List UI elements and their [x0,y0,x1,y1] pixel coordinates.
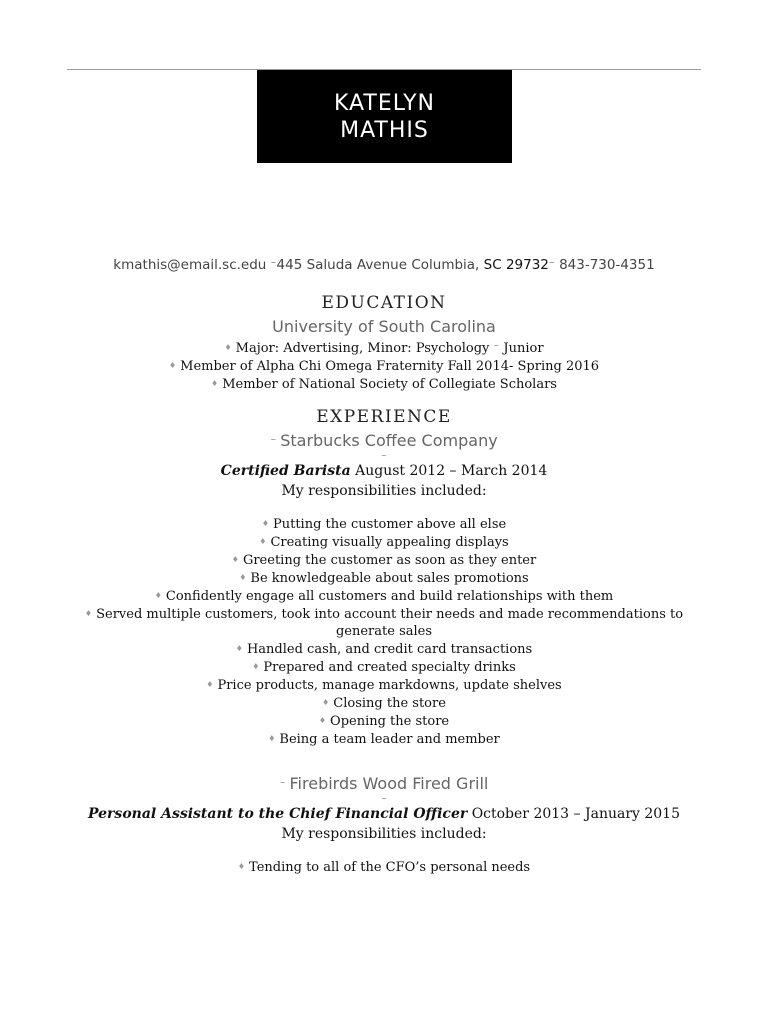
duty-text: Greeting the customer as soon as they enter [242,553,537,568]
list-item [0,605,768,623]
duty-text: Creating visually appealing displays [270,535,509,550]
job-entry [0,429,768,748]
company-name [0,429,768,452]
list-item [0,858,768,876]
job-title-line [0,461,768,481]
bullet-icon: ♦ [261,519,269,528]
major-text: Major: Advertising, Minor: Psychology [235,341,490,356]
duty-text: Closing the store [333,696,446,711]
list-item [0,694,768,712]
section-heading: EDUCATION [321,293,447,313]
list-item [0,712,768,730]
separator: ~ [381,452,387,460]
list-item [0,730,768,748]
company-label: Firebirds Wood Fired Grill [289,774,489,793]
duty-text: Being a team leader and member [279,732,500,747]
separator: ~ [270,436,277,444]
job-dates: October 2013 – January 2015 [471,806,680,822]
duty-text: Handled cash, and credit card transactions [246,642,533,657]
bullet-icon: ♦ [252,662,260,671]
bullet-icon: ♦ [231,555,239,564]
duty-text: Opening the store [330,714,450,729]
first-name: KATELYN [334,90,435,116]
bullet-icon: ♦ [318,716,327,725]
experience-section [0,406,768,876]
job-title: Personal Assistant to the Chief Financial Officer [88,806,468,822]
separator: ~ [279,779,286,787]
last-name: MATHIS [340,117,429,143]
contact-line [0,257,768,273]
separator: ~ [270,259,277,267]
list-item [0,357,768,375]
address: 445 Saluda Avenue Columbia, [276,257,480,273]
name-banner [257,70,512,163]
section-heading: EXPERIENCE [316,407,452,427]
duty-text: Be knowledgeable about sales promotions [250,571,529,586]
separator: ~ [381,795,387,803]
bullet-icon: ♦ [322,698,330,707]
list-item-continuation: generate sales [335,624,433,639]
duty-text: Prepared and created specialty drinks [263,660,516,675]
bullet-icon: ♦ [239,573,247,582]
list-item [0,569,768,587]
bullet-icon: ♦ [235,644,243,653]
duty-text: Price products, manage markdowns, update shelves [217,678,562,693]
email[interactable]: kmathis@email.sc.edu [113,257,267,273]
job-title: Certified Barista [220,463,351,479]
year-text: Junior [503,341,544,356]
list-item [0,338,768,357]
phone: 843-730-4351 [559,257,655,273]
responsibilities-intro: My responsibilities included: [281,483,487,499]
list-item [0,640,768,658]
company-label: Starbucks Coffee Company [280,431,498,450]
responsibilities-intro: My responsibilities included: [281,826,487,842]
list-item [0,658,768,676]
list-item [0,587,768,605]
list-item [0,375,768,393]
bullet-icon: ♦ [84,609,93,618]
bullet-icon: ♦ [268,734,276,743]
school-name: University of South Carolina [272,317,496,336]
bullet-icon: ♦ [237,862,246,871]
list-item [0,676,768,694]
duty-text: Putting the customer above all else [272,517,507,532]
bullet-icon: ♦ [154,591,162,600]
company-name [0,772,768,795]
duty-text: Tending to all of the CFO’s personal needs [249,860,531,875]
job-entry [0,772,768,876]
list-item [0,533,768,551]
list-item [0,551,768,569]
item-text: Member of Alpha Chi Omega Fraternity Fall 2014- Spring 2016 [180,359,600,374]
bullet-icon: ♦ [259,537,267,546]
state-zip: SC 29732 [483,257,549,273]
job-dates: August 2012 – March 2014 [355,463,548,479]
separator: ~ [548,259,555,267]
item-text: Member of National Society of Collegiate Scholars [222,377,557,392]
list-item [0,515,768,533]
duty-text: Served multiple customers, took into account their needs and made recommendations to [96,607,684,622]
job-title-line [0,804,768,824]
separator: ~ [493,342,500,350]
bullet-icon: ♦ [206,680,214,689]
bullet-icon: ♦ [211,379,219,388]
education-section [0,292,768,393]
duty-text: Confidently engage all customers and build relationships with them [165,589,614,604]
bullet-icon: ♦ [168,361,177,370]
bullet-icon: ♦ [224,343,232,352]
